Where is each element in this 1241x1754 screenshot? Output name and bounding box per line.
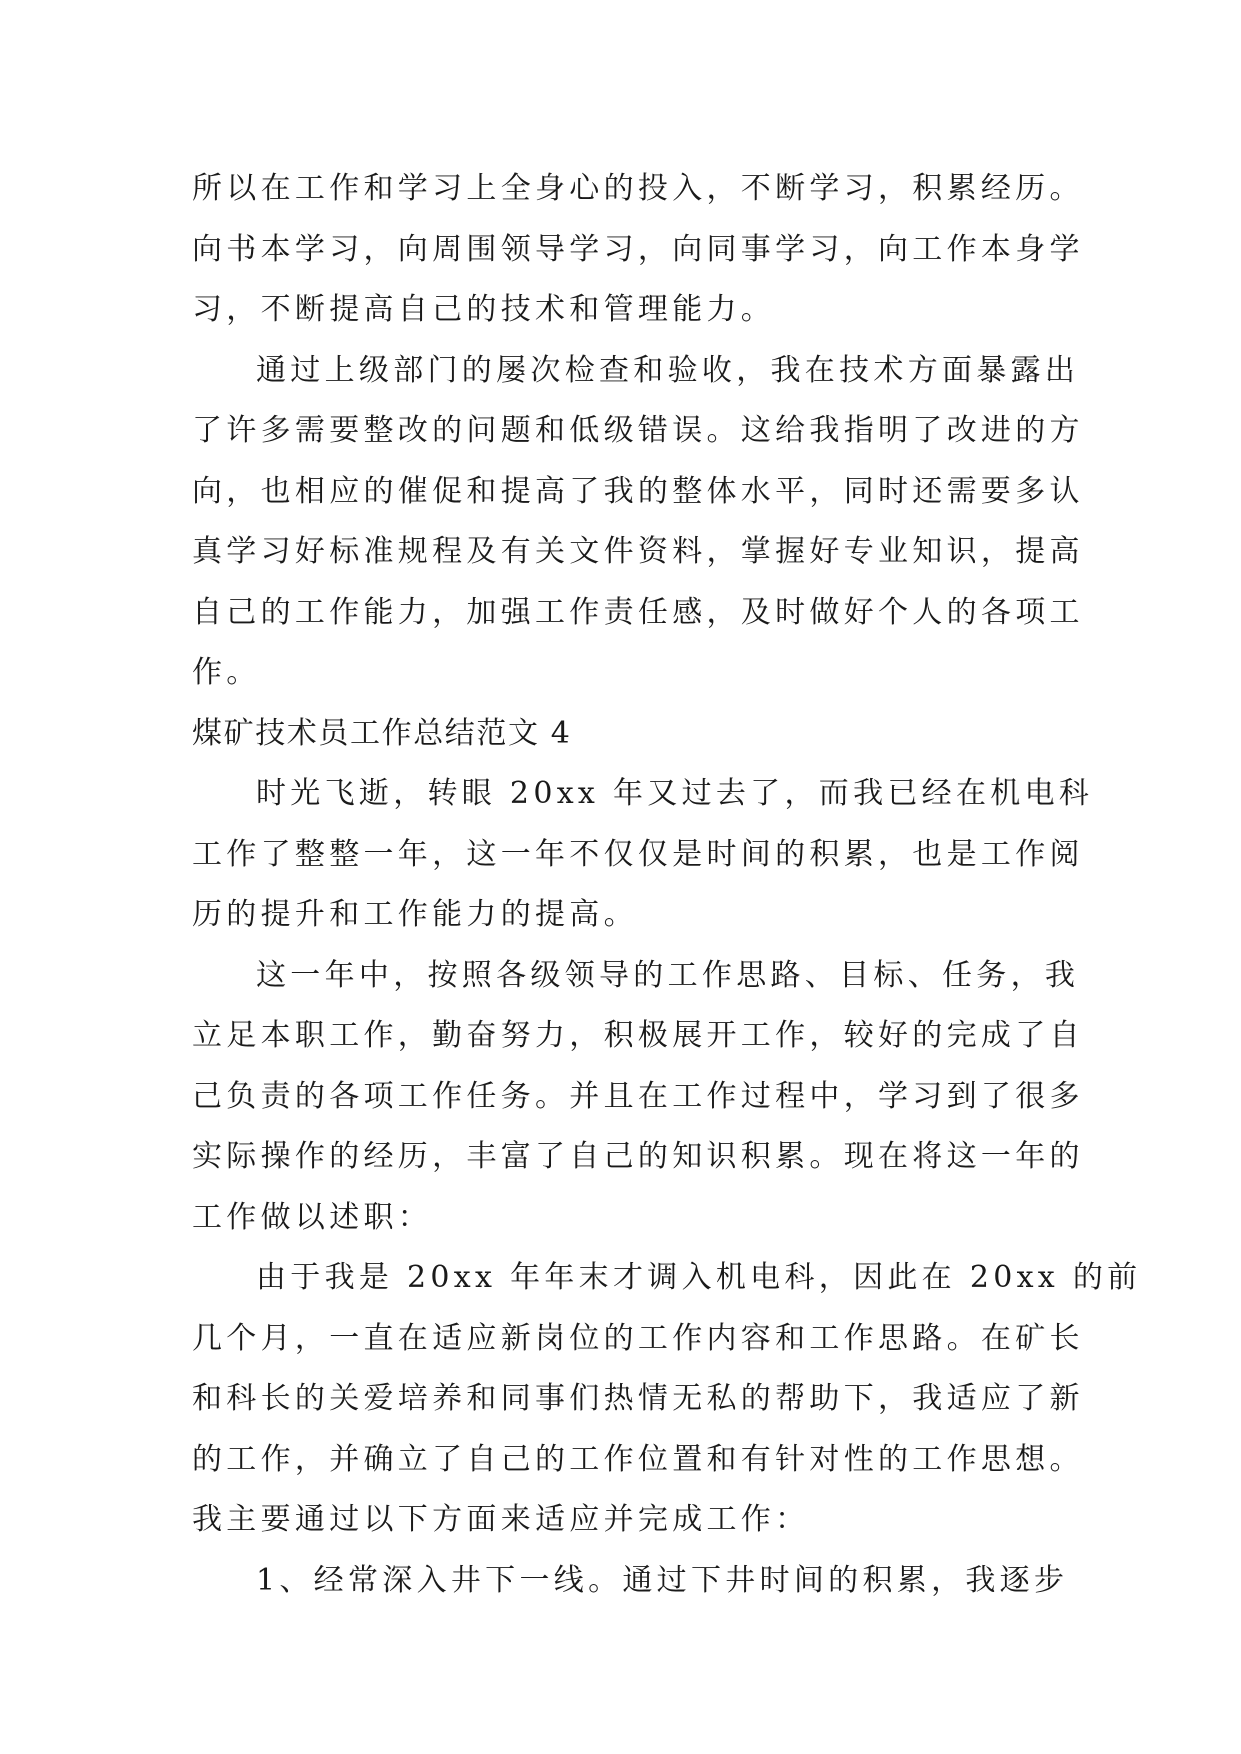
text-line-1: 所以在工作和学习上全身心的投入，不断学习，积累经历。 [192, 171, 1084, 206]
text-line-19: 由于我是 20xx 年年末才调入机电科，因此在 20xx 的前 [256, 1260, 1142, 1295]
text-line-15: 立足本职工作，勤奋努力，积极展开工作，较好的完成了自 [192, 1018, 1084, 1053]
text-line-24: 1、经常深入井下一线。通过下井时间的积累，我逐步 [256, 1562, 1069, 1598]
text-line-18: 工作做以述职： [192, 1199, 433, 1235]
text-line-5: 了许多需要整改的问题和低级错误。这给我指明了改进的方 [192, 413, 1084, 448]
section-heading: 煤矿技术员工作总结范文 4 [192, 715, 572, 751]
text-line-7: 真学习好标准规程及有关文件资料，掌握好专业知识，提高 [192, 534, 1084, 569]
text-line-3: 习，不断提高自己的技术和管理能力。 [192, 292, 776, 327]
text-line-11: 时光飞逝，转眼 20xx 年又过去了，而我已经在机电科 [256, 776, 1094, 811]
text-line-8: 自己的工作能力，加强工作责任感，及时做好个人的各项工 [192, 594, 1084, 630]
text-line-2: 向书本学习，向周围领导学习，向同事学习，向工作本身学 [192, 231, 1084, 267]
text-line-14: 这一年中，按照各级领导的工作思路、目标、任务，我 [256, 957, 1080, 993]
text-line-6: 向，也相应的催促和提高了我的整体水平，同时还需要多认 [192, 473, 1084, 509]
text-line-9: 作。 [192, 655, 261, 690]
body-text [192, 159, 1142, 1611]
text-line-12: 工作了整整一年，这一年不仅仅是时间的积累，也是工作阅 [192, 836, 1084, 872]
text-line-13: 历的提升和工作能力的提高。 [192, 897, 638, 932]
text-line-21: 和科长的关爱培养和同事们热情无私的帮助下，我适应了新 [192, 1381, 1084, 1416]
text-line-20: 几个月，一直在适应新岗位的工作内容和工作思路。在矿长 [192, 1320, 1084, 1356]
text-line-16: 己负责的各项工作任务。并且在工作过程中，学习到了很多 [192, 1078, 1084, 1114]
text-line-22: 的工作，并确立了自己的工作位置和有针对性的工作思想。 [192, 1441, 1084, 1477]
text-line-4: 通过上级部门的屡次检查和验收，我在技术方面暴露出 [256, 352, 1080, 388]
text-line-17: 实际操作的经历，丰富了自己的知识积累。现在将这一年的 [192, 1139, 1084, 1174]
text-line-23: 我主要通过以下方面来适应并完成工作： [192, 1502, 810, 1537]
